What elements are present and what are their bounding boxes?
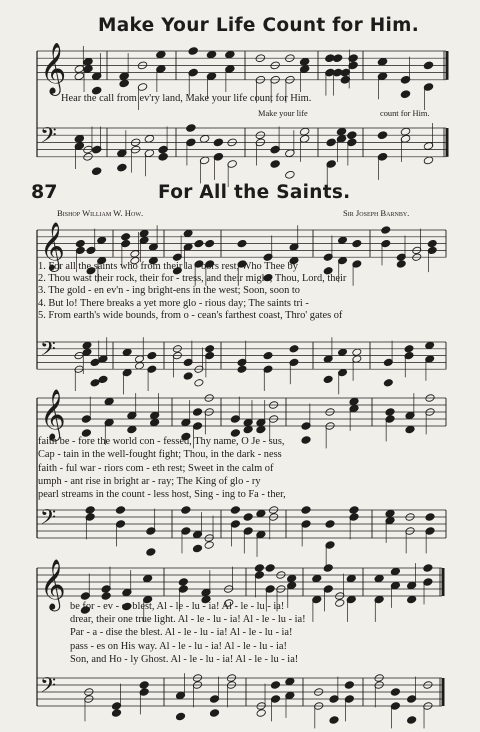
note-head — [156, 50, 167, 59]
note-head — [225, 50, 236, 59]
note-head — [406, 716, 416, 725]
note-head — [400, 127, 411, 136]
note-head — [329, 716, 339, 725]
verse-line: 1. For all the saints who from their la - bors rest, Who Thee by — [38, 261, 298, 272]
note-head — [149, 418, 159, 427]
note-head — [338, 348, 348, 357]
note-head — [400, 90, 411, 99]
note-head — [209, 709, 219, 718]
note-head — [299, 127, 310, 136]
note-head — [139, 229, 149, 238]
hymn-title: For All the Saints. — [158, 182, 351, 203]
music-credit: Sir Joseph Barnby. — [343, 208, 410, 218]
note-head — [390, 688, 400, 697]
top-hymn-title: Make Your Life Count for Him. — [98, 15, 420, 36]
note-head — [158, 152, 169, 161]
note-head — [127, 425, 137, 434]
note-head — [374, 574, 384, 583]
verse-line: umph - ant rise in bright ar - ray; The King of glo - ry — [38, 475, 261, 487]
note-head — [194, 239, 204, 248]
verse-line: Son, and Ho - ly Ghost. Al - le - lu - ia! Al - le - lu - ia! — [70, 653, 299, 665]
note-head — [301, 436, 311, 445]
note-head — [423, 564, 433, 573]
note-head — [263, 351, 273, 360]
note-head — [117, 163, 128, 172]
note-head — [230, 506, 240, 515]
note-head — [352, 348, 362, 357]
note-head — [74, 134, 85, 143]
verse-line: Par - a - dise the blest. Al - le - lu - ia! Al - le - lu - ia! — [70, 627, 293, 639]
verse-line: 3. The gold - en ev'n - ing bright-ens in the west; Soon, soon to — [38, 285, 300, 297]
note-head — [199, 134, 210, 143]
note-head — [183, 229, 193, 238]
verse-line: be for - ev - er blest, Al - le - lu - ia! Al - le - lu - ia! — [70, 601, 285, 612]
note-head — [286, 574, 296, 583]
note-head — [299, 57, 310, 66]
note-head — [181, 506, 191, 515]
note-head — [243, 513, 253, 522]
verse-line: pearl streams in the count - less host, Sing - ing to Fa - ther, — [38, 489, 286, 501]
note-head — [381, 226, 391, 235]
verse-line: Cap - tain in the well-fought fight; Thou, in the dark - ness — [38, 449, 282, 461]
note-head — [85, 506, 95, 515]
note-head — [74, 72, 85, 81]
verse-line: 4. But lo! There breaks a yet more glo - rious day; The saints tri - — [38, 297, 309, 309]
note-head — [205, 239, 215, 248]
verse-line: 5. From earth's wide bounds, from o - cean's farthest coast, Thro' gates of — [38, 309, 343, 321]
top-treble-final-barline — [446, 51, 449, 80]
note-head — [183, 372, 193, 381]
note-head — [390, 567, 400, 576]
note-head — [285, 170, 296, 179]
note-head — [144, 134, 155, 143]
note-head — [270, 159, 281, 168]
verses-row-3 — [70, 601, 306, 667]
note-head — [254, 564, 264, 573]
note-head — [425, 513, 435, 522]
note-head — [427, 239, 437, 248]
note-head — [237, 365, 247, 374]
note-head — [270, 681, 280, 690]
note-head — [406, 595, 416, 604]
note-head — [377, 131, 388, 140]
note-head — [101, 592, 111, 601]
verse-line: drear, their one true light. Al - le - lu - ia! Al - le - lu - ia! — [70, 614, 306, 626]
note-head — [285, 677, 295, 686]
note-head — [186, 123, 197, 132]
note-head — [423, 156, 434, 165]
note-head — [349, 397, 359, 406]
note-head — [206, 50, 217, 59]
verses-row-1 — [38, 261, 346, 322]
words-credit: Bishop William W. How. — [57, 208, 144, 218]
treble-clef-icon: 𝄞 — [40, 221, 65, 271]
note-head — [188, 46, 199, 55]
note-head — [111, 709, 121, 718]
verse-line: faith - ful war - riors com - eth rest; Sweet in the calm of — [38, 462, 274, 474]
verse-line: pass - es on His way. Al - le - lu - ia! Al - le - lu - ia! — [70, 640, 287, 652]
note-head — [194, 379, 204, 388]
note-head — [256, 509, 266, 518]
top-hymn-lyric: Hear the call from ev'ry land, Make your life count for Him. — [61, 93, 312, 104]
note-head — [75, 239, 85, 248]
top-hymn-cue-2: count for Him. — [380, 109, 430, 118]
note-head — [301, 506, 311, 515]
verse-line: faith be - fore the world con - fessed, Thy name, O Je - sus, — [38, 436, 285, 447]
note-head — [289, 345, 299, 354]
note-head — [119, 79, 130, 88]
note-head — [192, 408, 202, 417]
treble-clef-icon: 𝄞 — [40, 390, 66, 440]
top-bass-final-barline — [446, 128, 449, 157]
note-head — [175, 712, 185, 721]
note-head — [326, 138, 337, 147]
note-head — [346, 574, 356, 583]
note-head — [237, 239, 247, 248]
note-head — [135, 362, 145, 371]
note-head — [146, 548, 156, 557]
note-head — [383, 379, 393, 388]
note-head — [323, 375, 333, 384]
note-head — [256, 709, 266, 718]
bass-clef-icon: 𝄢 — [40, 123, 57, 154]
note-head — [256, 425, 266, 434]
note-head — [115, 506, 125, 515]
note-head — [104, 397, 114, 406]
note-head — [336, 127, 347, 136]
note-head — [122, 348, 132, 357]
note-head — [396, 260, 406, 269]
note-head — [344, 681, 354, 690]
bass-clef-icon: 𝄢 — [40, 336, 56, 366]
bass-clef-icon: 𝄢 — [40, 505, 57, 535]
note-head — [332, 54, 343, 63]
note-head — [425, 341, 435, 350]
note-head — [142, 574, 152, 583]
note-head — [83, 57, 94, 66]
bass-clef-icon: 𝄢 — [40, 673, 57, 703]
top-hymn-cue-1: Make your life — [258, 109, 308, 118]
note-head — [349, 506, 359, 515]
hymn-number: 87 — [31, 181, 58, 203]
note-head — [385, 509, 395, 518]
note-head — [377, 57, 388, 66]
note-head — [323, 564, 333, 573]
note-head — [98, 375, 108, 384]
verses-row-2 — [38, 436, 286, 502]
note-head — [97, 236, 107, 245]
note-head — [192, 544, 202, 553]
note-head — [405, 425, 415, 434]
note-head — [347, 131, 358, 140]
treble-clef-icon: 𝄞 — [40, 41, 67, 94]
note-head — [82, 341, 92, 350]
note-head — [404, 345, 414, 354]
note-head — [121, 233, 131, 242]
note-head — [178, 578, 188, 587]
row3-treble-final-barline — [442, 568, 445, 596]
note-head — [325, 520, 335, 529]
row3-bass-final-barline — [442, 678, 445, 706]
note-head — [312, 574, 322, 583]
note-head — [335, 599, 345, 608]
note-head — [213, 138, 224, 147]
note-head — [265, 564, 275, 573]
note-head — [385, 408, 395, 417]
note-head — [204, 541, 214, 550]
note-head — [338, 236, 348, 245]
treble-clef-icon: 𝄞 — [40, 560, 66, 610]
note-head — [205, 345, 215, 354]
note-head — [243, 425, 253, 434]
note-head — [352, 239, 362, 248]
note-head — [91, 167, 102, 176]
note-head — [423, 61, 434, 70]
note-head — [139, 681, 149, 690]
verse-line: 2. Thou wast their rock, their for - tress, and their might, Thou, Lord, their — [38, 273, 347, 285]
note-head — [147, 351, 157, 360]
